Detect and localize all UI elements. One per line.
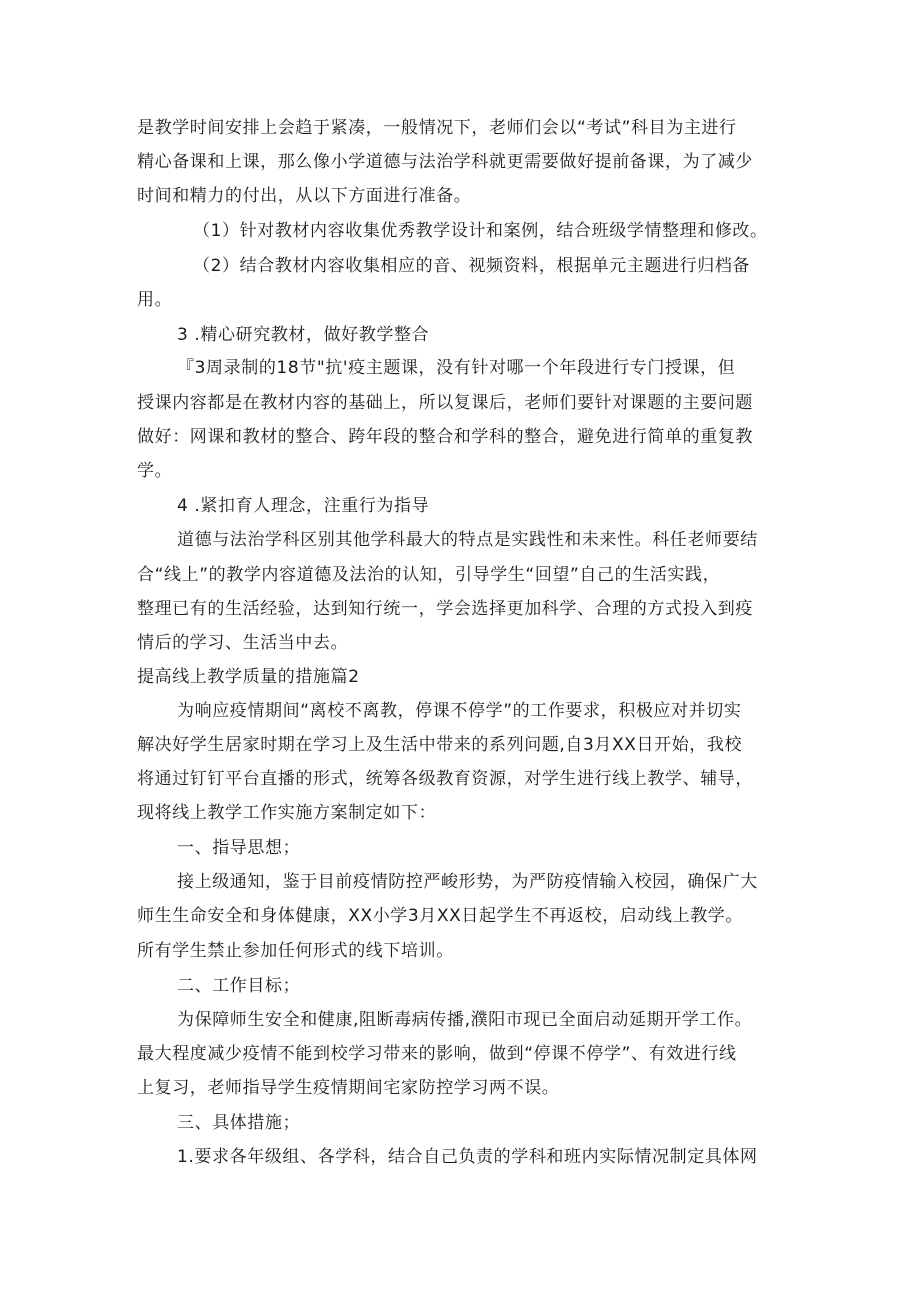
text-line: 上复习，老师指导学生疫情期间宅家防控学习两不误。 bbox=[137, 1078, 560, 1098]
text-line: 接上级通知，鉴于目前疫情防控严峻形势，为严防疫情输入校园，确保广大 bbox=[177, 872, 758, 892]
list-item: （2）结合教材内容收集相应的音、视频资料，根据单元主题进行归档备 bbox=[193, 256, 751, 276]
text-line: 授课内容都是在教材内容的基础上，所以复课后，老师们要针对课题的主要问题 bbox=[137, 393, 753, 413]
section-heading: 二、工作目标； bbox=[177, 976, 301, 996]
text-line: 1.要求各年级组、各学科，结合自己负责的学科和班内实际情况制定具体网 bbox=[177, 1147, 758, 1167]
text-line: 『3周录制的18节"抗'疫主题课，没有针对哪一个年段进行专门授课，但 bbox=[177, 358, 736, 378]
section-heading: 一、指导思想； bbox=[177, 838, 301, 858]
text-line: 做好：网课和教材的整合、跨年段的整合和学科的整合，避免进行简单的重复教 bbox=[137, 427, 753, 447]
text-line: 为保障师生安全和健康,阻断毒病传播,濮阳市现已全面启动延期开学工作。 bbox=[177, 1010, 753, 1030]
text-line: 时间和精力的付出，从以下方面进行准备。 bbox=[137, 186, 472, 206]
text-line: 精心备课和上课，那么像小学道德与法治学科就更需要做好提前备课，为了减少 bbox=[137, 152, 753, 172]
section-heading: 三、具体措施； bbox=[177, 1113, 301, 1133]
text-line: 用。 bbox=[137, 290, 173, 310]
text-line: 师生生命安全和身体健康，XX小学3月XX日起学生不再返校，启动线上教学。 bbox=[137, 906, 743, 926]
text-line: 为响应疫情期间“离校不离教，停课不停学”的工作要求，积极应对并切实 bbox=[177, 701, 742, 721]
text-line: 道德与法治学科区别其他学科最大的特点是实践性和未来性。科任老师要结 bbox=[177, 530, 758, 550]
article-title: 提高线上教学质量的措施篇2 bbox=[137, 667, 360, 687]
text-line: 合“线上”的教学内容道德及法治的认知，引导学生“回望”自己的生活实践， bbox=[137, 565, 721, 585]
text-line: 情后的学习、生活当中去。 bbox=[137, 633, 349, 653]
text-line: 所有学生禁止参加任何形式的线下培训。 bbox=[137, 941, 454, 961]
text-line: 学。 bbox=[137, 461, 173, 481]
section-heading: 3 .精心研究教材，做好教学整合 bbox=[177, 325, 430, 345]
section-heading: 4 .紧扣育人理念，注重行为指导 bbox=[177, 496, 430, 516]
text-line: 解决好学生居家时期在学习上及生活中带来的系列问题,自3月XX日开始，我校 bbox=[137, 735, 743, 755]
list-item: （1）针对教材内容收集优秀教学设计和案例，结合班级学情整理和修改。 bbox=[193, 221, 768, 241]
text-line: 是教学时间安排上会趋于紧凑，一般情况下，老师们会以“考试”科目为主进行 bbox=[137, 118, 737, 138]
text-line: 现将线上教学工作实施方案制定如下： bbox=[137, 803, 437, 823]
text-line: 整理已有的生活经验，达到知行统一，学会选择更加科学、合理的方式投入到疫 bbox=[137, 599, 753, 619]
text-line: 将通过钉钉平台直播的形式，统筹各级教育资源，对学生进行线上教学、辅导， bbox=[137, 769, 753, 789]
text-line: 最大程度减少疫情不能到校学习带来的影响，做到“停课不停学”、有效进行线 bbox=[137, 1044, 737, 1064]
